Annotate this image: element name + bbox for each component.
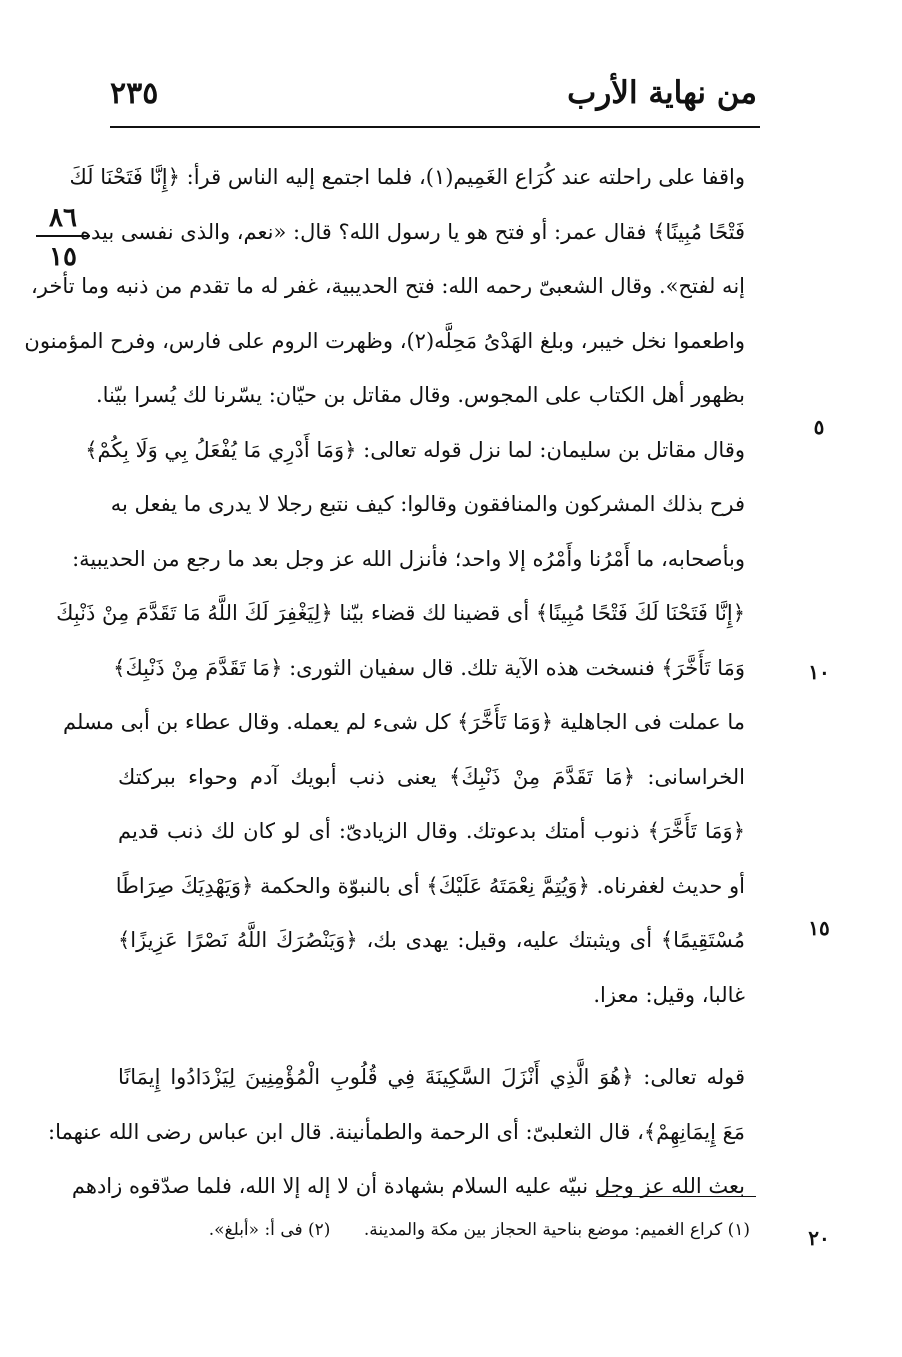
running-title: من نهاية الأرب xyxy=(567,75,757,111)
text-line-12: الخراسانى: ﴿مَا تَقَدَّمَ مِنْ ذَنْبِكَ﴾ يعنى ذنب أبويك آدم وحواء ببركتك xyxy=(118,764,745,789)
text-line-3: إنه لفتح». وقال الشعبىّ رحمه الله: فتح الحديبية، غفر له ما تقدم من ذنبه وما تأخر، xyxy=(30,274,745,298)
text-line-17: قوله تعالى: ﴿هُوَ الَّذِي أَنْزَلَ السَّكِينَةَ فِي قُلُوبِ الْمُؤْمِنِينَ لِيَزْدَادُوا إِيمَانًا xyxy=(118,1065,745,1089)
text-line-1: واقفا على راحلته عند كُرَاع الغَمِيم(١)، فلما اجتمع إليه الناس قرأ: ﴿إِنَّا فَتَحْنَا لَكَ xyxy=(69,165,745,189)
text-line-10: وَمَا تَأَخَّرَ﴾ فنسخت هذه الآية تلك. قال سفيان الثورى: ﴿مَا تَقَدَّمَ مِنْ ذَنْبِكَ﴾ xyxy=(113,655,745,680)
text-line-8: وبأصحابه، ما أَمْرُنا وأَمْرُه إلا واحد؛ فأنزل الله عز وجل بعد ما رجع من الحديبية: xyxy=(72,546,745,571)
line-number-5: ٥ xyxy=(813,415,825,439)
page-number: ٢٣٥ xyxy=(110,76,159,111)
running-header xyxy=(110,75,757,124)
text-line-2: فَتْحًا مُبِينًا﴾ فقال عمر: أو فتح هو يا رسول الله؟ قال: «نعم، والذى نفسى بيده xyxy=(80,219,745,244)
text-line-6: وقال مقاتل بن سليمان: لما نزل قوله تعالى: ﴿وَمَا أَدْرِي مَا يُفْعَلُ بِي وَلَا بِكُمْ﴾ xyxy=(85,437,745,462)
text-line-19: بعث الله عز وجل نبيّه عليه السلام بشهادة أن لا إله إلا الله، فلما صدّقوه زادهم xyxy=(71,1174,745,1198)
footnote-2: (٢) فى أ: «أبلغ». xyxy=(208,1220,331,1240)
line-number-20: ٢٠ xyxy=(808,1226,830,1250)
text-line-11: ما عملت فى الجاهلية ﴿وَمَا تَأَخَّرَ﴾ كل شىء لم يعمله. وقال عطاء بن أبى مسلم xyxy=(63,710,745,734)
footnote-1: (١) كراع الغميم: موضع بناحية الحجاز بين مكة والمدينة. xyxy=(363,1220,750,1240)
text-line-4: واطعموا نخل خيبر، وبلغ الهَدْىُ مَحِلَّه(٢)، وظهرت الروم على فارس، وفرح المؤمنون xyxy=(24,328,745,353)
margin-reference-top: ٨٦ xyxy=(49,203,77,233)
text-line-15: مُسْتَقِيمًا﴾ أى ويثبتك عليه، وقيل: يهدى بك، ﴿وَيَنْصُرَكَ اللَّهُ نَصْرًا عَزِيزًا﴾ xyxy=(118,928,745,952)
text-line-5: بظهور أهل الكتاب على المجوس. وقال مقاتل بن حيّان: يسّرنا لك يُسرا بيّنا. xyxy=(95,383,745,407)
paragraph-spacer xyxy=(118,1022,745,1050)
footnote-divider xyxy=(596,1196,756,1197)
line-number-10: ١٠ xyxy=(808,660,830,684)
margin-reference-bottom: ١٥ xyxy=(49,242,77,272)
footnotes xyxy=(148,1222,750,1239)
text-line-16: غالبا، وقيل: معزا. xyxy=(593,982,745,1007)
text-line-9: ﴿إِنَّا فَتَحْنَا لَكَ فَتْحًا مُبِينًا﴾ أى قضينا لك قضاء بيّنا ﴿لِيَغْفِرَ لَكَ اللَّهُ مَا تَقَدَّمَ مِنْ ذَنْبِكَ xyxy=(56,601,745,625)
text-line-13: ﴿وَمَا تَأَخَّرَ﴾ ذنوب أمتك بدعوتك. وقال الزيادىّ: أى لو كان لك ذنب قديم xyxy=(118,819,745,843)
text-line-18: مَعَ إِيمَانِهِمْ﴾، قال الثعلبىّ: أى الرحمة والطمأنينة. قال ابن عباس رضى الله عنهما: xyxy=(48,1119,745,1144)
line-number-15: ١٥ xyxy=(808,916,830,940)
header-divider xyxy=(110,126,760,128)
text-line-7: فرح بذلك المشركون والمنافقون وقالوا: كيف نتبع رجلا لا يدرى ما يفعل به xyxy=(110,492,745,516)
text-line-14: أو حديث لغفرناه. ﴿وَيُتِمَّ نِعْمَتَهُ عَلَيْكَ﴾ أى بالنبوّة والحكمة ﴿وَيَهْدِيَكَ صِرَاطًا xyxy=(115,873,745,898)
